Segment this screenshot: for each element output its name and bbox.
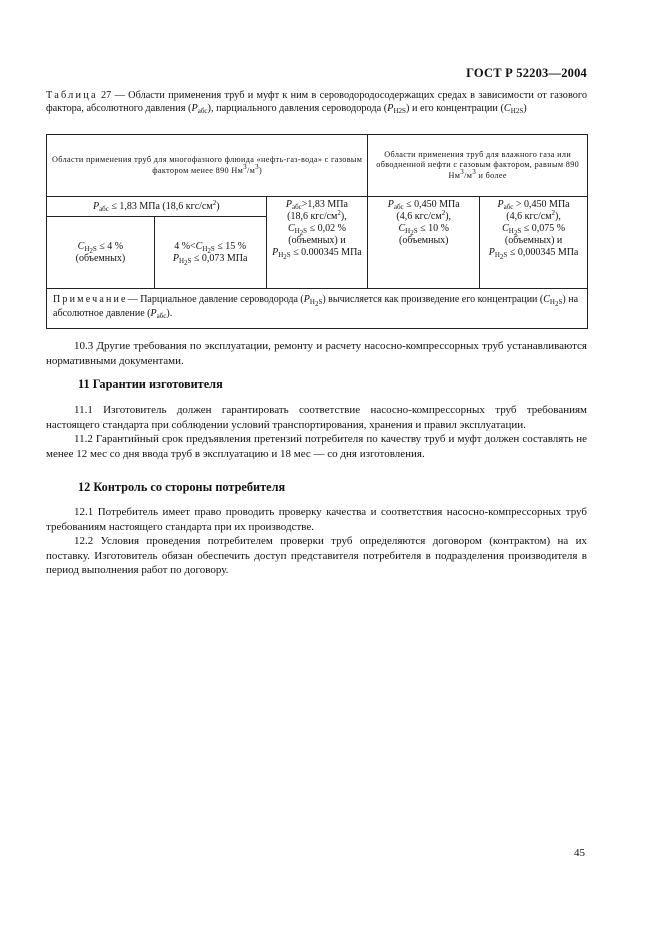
- section-12-body: [46, 505, 587, 578]
- section-11-body: [46, 403, 587, 461]
- caption-text-2: ), парциального давления сероводорода (: [207, 102, 388, 114]
- caption-label: Таблица: [46, 90, 98, 101]
- header-multiphase: [47, 135, 368, 197]
- caption-p-h2s-sub2: 2: [398, 106, 403, 115]
- cell-p-abs-low-end: ): [216, 200, 220, 212]
- cell-conc-low: $C_{H_2S} \le 4$ % (объемных): [47, 217, 155, 289]
- header-wet-gas: [368, 135, 588, 197]
- note-text-3: ) на абсолютное давление (: [53, 294, 579, 319]
- table-note: Примечание— Парциальное давление сероводорода $(P_{H_2S})$ вычисляется как произведение его концентрации $(C_{H_2S})$ на абсолютное давление $(P_{абс})$.: [47, 289, 588, 329]
- header-wet-gas-text: Области применения труб для влажного газа или обводненной нефти с газовым фактором, равным 890 Нм: [376, 149, 580, 180]
- cell-wet-high-b-sup: 2: [551, 209, 556, 217]
- caption-c-h2s-sub3: S: [519, 106, 524, 115]
- paragraph-12-2: 12.2 Условия проведения потребителем проверки труб определяются договором (контрактом) на их поставку. Изготовитель обязан обеспечить доступ представителя потребителя в подразделения производителя в период выполнения работ по договору.: [46, 535, 587, 577]
- cell-wet-high-d: (объемных) и: [504, 235, 563, 246]
- cell-wet-high-e: ≤ 0,000345 МПа: [509, 247, 579, 258]
- header-wet-gas-sup2: 3: [472, 167, 477, 176]
- cell-conc-mid: 4 $\%<C_{H_2S} \le 15$ % $P_{H_2S} \le 0,073$ МПа: [154, 217, 266, 289]
- caption-p-abs-sub: абс: [197, 106, 208, 115]
- cell-conc-low-a: ≤ 4 %: [99, 240, 124, 252]
- cell-wet-low-c: ≤ 10 %: [420, 223, 449, 234]
- header-multiphase-end: /м: [247, 165, 256, 175]
- caption-p-h2s-sub: H: [393, 106, 399, 115]
- caption-p-h2s-sub3: S: [402, 106, 406, 115]
- cell-p-abs-high-d: (объемных) и: [288, 235, 346, 246]
- header-multiphase-sup: 3: [243, 162, 248, 171]
- paragraph-11-1: 11.1 Изготовитель должен гарантировать соответствие насосно-компрессорных труб требованиям настоящего стандарта при соблюдении условий транспортирования, хранения и правил эксплуатации.: [46, 404, 587, 431]
- cell-wet-low-b: (4,6 кгс/см: [396, 211, 442, 222]
- cell-conc-mid-a: 4 %<: [174, 240, 196, 252]
- cell-wet-low-a: ≤ 0,450 МПа: [406, 199, 460, 210]
- note-label: Примечание: [53, 294, 128, 305]
- cell-conc-low-b: (объемных): [75, 252, 126, 264]
- document-header: ГОСТ Р 52203—2004: [466, 66, 587, 80]
- cell-p-abs-low: $P_{абс} \le 1,83$ МПа (18,6 кгс/$см^2$): [47, 197, 267, 217]
- cell-wet-low-b-end: ),: [445, 211, 452, 222]
- header-multiphase-sup2: 3: [255, 162, 260, 171]
- caption-number: 27: [101, 90, 112, 101]
- cell-wet-high-b: (4,6 кгс/см: [506, 211, 552, 222]
- header-wet-gas-end: и более: [476, 170, 507, 180]
- paragraph-11-2: 11.2 Гарантийный срок предъявления претензий потребителя по качеству труб и муфт должен составлять не менее 12 мес со дня ввода труб в эксплуатацию и 18 мес — со дня изготовления.: [46, 433, 587, 460]
- cell-p-abs-high-c: ≤ 0,02 %: [309, 223, 346, 234]
- section-12-title: 12 Контроль со стороны потребителя: [78, 480, 286, 494]
- header-multiphase-text: Области применения труб для многофазного флюида «нефть-газ-вода» с газовым фактором менее 890 Нм: [52, 155, 363, 175]
- caption-c-h2s-sub2: 2: [515, 106, 520, 115]
- cell-wet-high: $P_{абс} > 0,450$ МПа (4,6 кгс/$см^2$), $C_{H_2S} \le 0,075$ % (объемных) и $P_{H_2S} \le 0,000345$ МПа: [480, 197, 588, 289]
- cell-conc-mid-a-end: ≤ 15 %: [217, 240, 247, 252]
- caption-text-3: ) и его концентрации (: [405, 102, 504, 114]
- caption-p-h2s: P: [387, 102, 394, 114]
- cell-p-abs-high-b-sup: 2: [337, 209, 341, 217]
- cell-p-abs-high: $P_{абс}>1,83$ МПа (18,6 кгс/$см^2$), $C_{H_2S} \le 0,02$ % (объемных) и $P_{H_2S} \le 0.000345$ МПа: [266, 197, 368, 289]
- note-text-4: ).: [166, 308, 173, 319]
- caption-text-1: — Области применения труб и муфт к ним в сероводородосодержащих средах в зависимости от газового фактора, абсолютного давления (: [46, 90, 587, 114]
- cell-wet-high-c: ≤ 0,075 %: [523, 223, 566, 234]
- header-wet-gas-mid: /м: [464, 170, 473, 180]
- cell-wet-high-a: > 0,450 МПа: [515, 199, 570, 210]
- caption-c-h2s: C: [503, 102, 511, 114]
- cell-p-abs-low-sup: 2: [212, 198, 217, 207]
- note-text-2: ) вычисляется как произведение его концентрации (: [322, 294, 544, 305]
- cell-wet-low-b-sup: 2: [441, 209, 446, 217]
- paragraph-10-3: [46, 339, 587, 368]
- cell-p-abs-high-a: >1,83 МПа: [301, 199, 348, 210]
- cell-p-abs-high-b-end: ),: [340, 211, 347, 222]
- paragraph-12-1: 12.1 Потребитель имеет право проводить проверку качества и соответствия насосно-компрессорных труб требованиям настоящего стандарта при их производстве.: [46, 506, 587, 533]
- caption-c-h2s-sub: H: [510, 106, 516, 115]
- table-caption: [46, 90, 587, 115]
- caption-p-abs: P: [191, 102, 198, 114]
- page-number: 45: [574, 847, 585, 859]
- section-11-title: 11 Гарантии изготовителя: [78, 377, 223, 391]
- paragraph-10-3-text: 10.3 Другие требования по эксплуатации, ремонту и расчету насосно-компрессорных труб устанавливаются нормативными документами.: [46, 340, 587, 367]
- cell-p-abs-low-text: ≤ 1,83 МПа (18,6 кгс/см: [111, 200, 213, 212]
- cell-wet-low-d: (объемных): [398, 235, 449, 246]
- header-wet-gas-sup: 3: [460, 167, 465, 176]
- header-multiphase-close: ): [259, 165, 263, 175]
- cell-conc-mid-b: ≤ 0,073 МПа: [193, 252, 248, 264]
- cell-wet-low: $P_{абс} \le 0,450$ МПа (4,6 кгс/$см^2$), $C_{H_2S} \le 10$ % (объемных): [368, 197, 480, 289]
- cell-p-abs-high-b: (18,6 кгс/см: [287, 211, 338, 222]
- caption-text-4: ): [523, 102, 527, 114]
- application-table: [46, 134, 588, 329]
- note-text-1: — Парциальное давление сероводорода (: [127, 294, 304, 305]
- cell-wet-high-b-end: ),: [555, 211, 561, 222]
- cell-p-abs-high-e: ≤ 0.000345 МПа: [293, 247, 362, 258]
